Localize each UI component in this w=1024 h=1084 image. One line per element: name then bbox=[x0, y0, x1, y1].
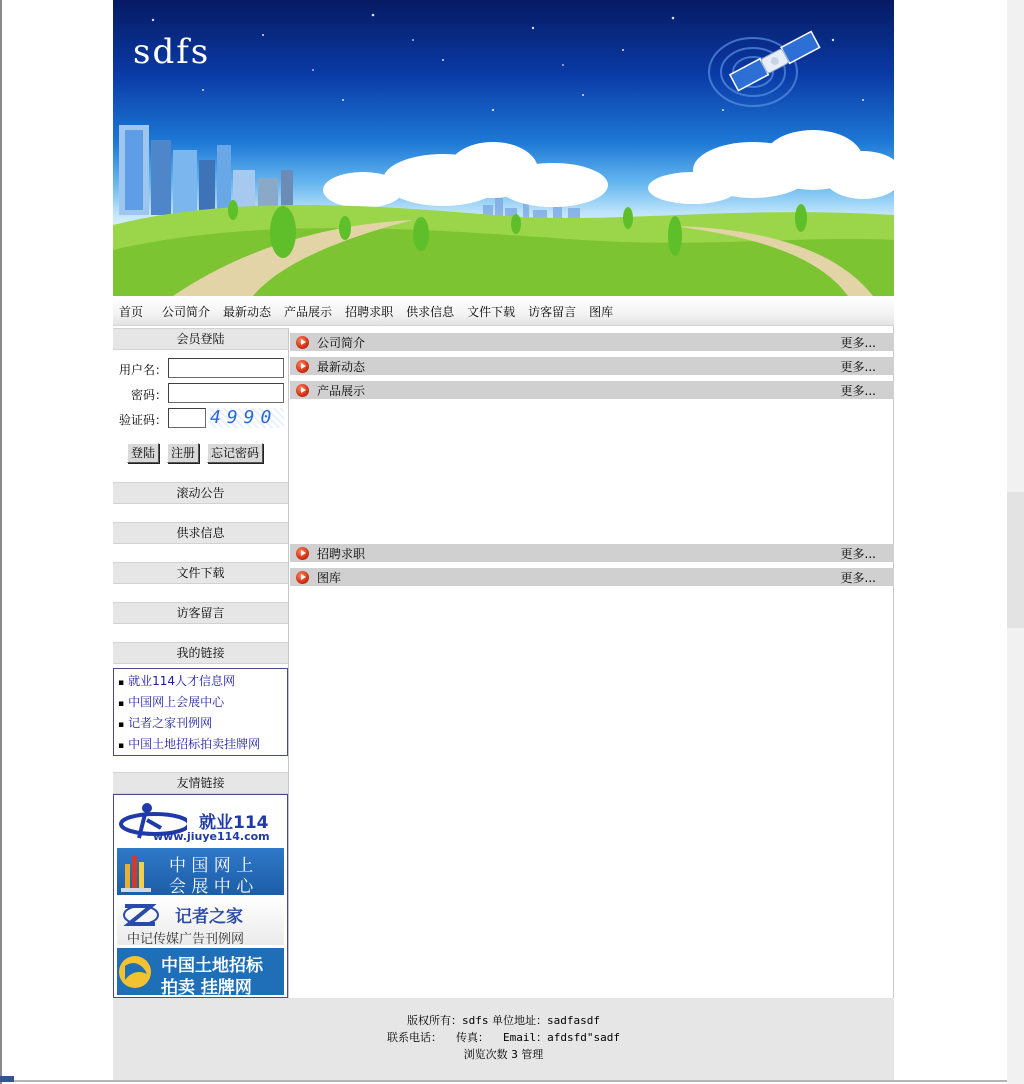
login-header: 会员登陆 bbox=[113, 328, 288, 350]
banner-illustration bbox=[113, 0, 894, 296]
nav-item-company-profile[interactable]: 公司简介 bbox=[162, 304, 211, 319]
my-link-land-auction[interactable]: ▪ 中国土地招标拍卖挂牌网 bbox=[118, 734, 287, 755]
guestbook-header: 访客留言 bbox=[113, 602, 288, 624]
play-bullet-icon bbox=[296, 360, 309, 373]
more-link[interactable]: 更多... bbox=[840, 547, 876, 561]
expo-center-logo-line2: 会 展 中 心 bbox=[169, 877, 254, 895]
expo-center-logo-icon bbox=[119, 848, 155, 895]
banner bbox=[113, 0, 894, 296]
phone-label: 联系电话： bbox=[387, 1031, 442, 1044]
site-title: sdfs bbox=[133, 32, 211, 72]
page-container bbox=[113, 0, 894, 1080]
main-content bbox=[290, 328, 894, 998]
password-label: 密码： bbox=[130, 388, 167, 402]
play-bullet-icon bbox=[296, 384, 309, 397]
nav-item-products[interactable]: 产品展示 bbox=[284, 304, 333, 319]
password-input[interactable] bbox=[168, 383, 284, 403]
friend-logo-jiuye114[interactable] bbox=[117, 798, 284, 845]
vertical-scrollbar[interactable] bbox=[1007, 0, 1024, 1084]
land-auction-logo-icon bbox=[117, 948, 157, 995]
jiuye114-logo-url: www.jiuye114.com bbox=[153, 830, 270, 843]
section-jobs bbox=[290, 544, 894, 562]
address-value: sadfasdf bbox=[547, 1014, 600, 1027]
friend-links-list bbox=[113, 794, 288, 998]
downloads-header: 文件下载 bbox=[113, 562, 288, 584]
username-input[interactable] bbox=[168, 358, 284, 378]
visits-label: 浏览次数 bbox=[463, 1048, 508, 1061]
section-title: 最新动态 bbox=[317, 360, 366, 374]
section-company-profile bbox=[290, 333, 894, 351]
footer-line-copyright bbox=[113, 998, 894, 1029]
section-title: 公司简介 bbox=[317, 336, 366, 350]
footer-line-visits bbox=[113, 1046, 894, 1063]
nav-item-latest-news[interactable]: 最新动态 bbox=[223, 304, 272, 319]
friend-links-header: 友情链接 bbox=[113, 772, 288, 794]
nav-item-downloads[interactable]: 文件下载 bbox=[467, 304, 516, 319]
window-left-edge bbox=[0, 0, 2, 1084]
journalist-home-logo-title: 记者之家 bbox=[175, 907, 243, 927]
captcha-input[interactable] bbox=[168, 408, 206, 428]
admin-link[interactable]: 管理 bbox=[521, 1048, 544, 1061]
login-form bbox=[113, 350, 288, 462]
nav-item-home[interactable]: 首页 bbox=[119, 304, 144, 319]
nav-item-jobs[interactable]: 招聘求职 bbox=[345, 304, 394, 319]
fax-label: 传真： bbox=[456, 1031, 489, 1044]
my-links-header: 我的链接 bbox=[113, 642, 288, 664]
nav-item-guestbook[interactable]: 访客留言 bbox=[528, 304, 577, 319]
play-bullet-icon bbox=[296, 571, 309, 584]
my-link-journalist-home[interactable]: ▪ 记者之家刊例网 bbox=[118, 713, 287, 734]
taskbar-marker bbox=[0, 1076, 14, 1082]
username-label: 用户名： bbox=[118, 363, 167, 377]
nav-item-supply-demand[interactable]: 供求信息 bbox=[406, 304, 455, 319]
section-gallery bbox=[290, 568, 894, 586]
email-label: Email： bbox=[503, 1031, 548, 1044]
address-label: 单位地址： bbox=[492, 1014, 547, 1027]
my-links-list bbox=[113, 668, 288, 756]
visits-count: 3 bbox=[511, 1048, 518, 1061]
email-value: afdsfd"sadf bbox=[547, 1031, 620, 1044]
section-title: 招聘求职 bbox=[317, 547, 366, 561]
copyright-label: 版权所有： bbox=[407, 1014, 462, 1027]
section-products bbox=[290, 381, 894, 399]
expo-center-logo-line1: 中 国 网 上 bbox=[169, 856, 254, 876]
my-link-expo-center[interactable]: ▪ 中国网上会展中心 bbox=[118, 692, 287, 713]
captcha-label: 验证码： bbox=[118, 413, 167, 427]
copyright-value: sdfs bbox=[462, 1014, 489, 1027]
play-bullet-icon bbox=[296, 336, 309, 349]
friend-logo-journalist-home[interactable] bbox=[117, 898, 284, 945]
login-button[interactable]: 登陆 bbox=[127, 443, 159, 463]
friend-logo-land-auction[interactable] bbox=[117, 948, 284, 995]
land-auction-logo-line1: 中国土地招标 bbox=[161, 956, 263, 976]
jiuye114-logo-title: 就业114 bbox=[199, 813, 269, 833]
scrollbar-thumb[interactable] bbox=[1007, 492, 1024, 628]
main-nav bbox=[113, 296, 894, 326]
forgot-password-button[interactable]: 忘记密码 bbox=[207, 443, 263, 463]
journalist-home-logo-subtitle: 中记传媒广告刊例网 bbox=[127, 932, 245, 945]
section-title: 图库 bbox=[317, 571, 342, 585]
section-title: 产品展示 bbox=[317, 384, 366, 398]
scrolling-notice-header: 滚动公告 bbox=[113, 482, 288, 504]
nav-item-gallery[interactable]: 图库 bbox=[589, 304, 614, 319]
window-bottom-edge bbox=[0, 1080, 1007, 1082]
supply-demand-header: 供求信息 bbox=[113, 522, 288, 544]
register-button[interactable]: 注册 bbox=[167, 443, 199, 463]
journalist-home-logo-icon bbox=[121, 900, 161, 930]
more-link[interactable]: 更多... bbox=[840, 360, 876, 374]
more-link[interactable]: 更多... bbox=[840, 384, 876, 398]
my-link-jiuye114[interactable]: ▪ 就业114人才信息网 bbox=[118, 671, 287, 692]
more-link[interactable]: 更多... bbox=[840, 336, 876, 350]
section-latest-news bbox=[290, 357, 894, 375]
more-link[interactable]: 更多... bbox=[840, 571, 876, 585]
land-auction-logo-line2: 拍卖 挂牌网 bbox=[161, 978, 252, 995]
friend-logo-expo-center[interactable] bbox=[117, 848, 284, 895]
captcha-image: 4990 bbox=[210, 408, 284, 428]
play-bullet-icon bbox=[296, 547, 309, 560]
footer bbox=[113, 998, 894, 1080]
sidebar bbox=[113, 328, 289, 998]
footer-line-contact bbox=[113, 1029, 894, 1046]
